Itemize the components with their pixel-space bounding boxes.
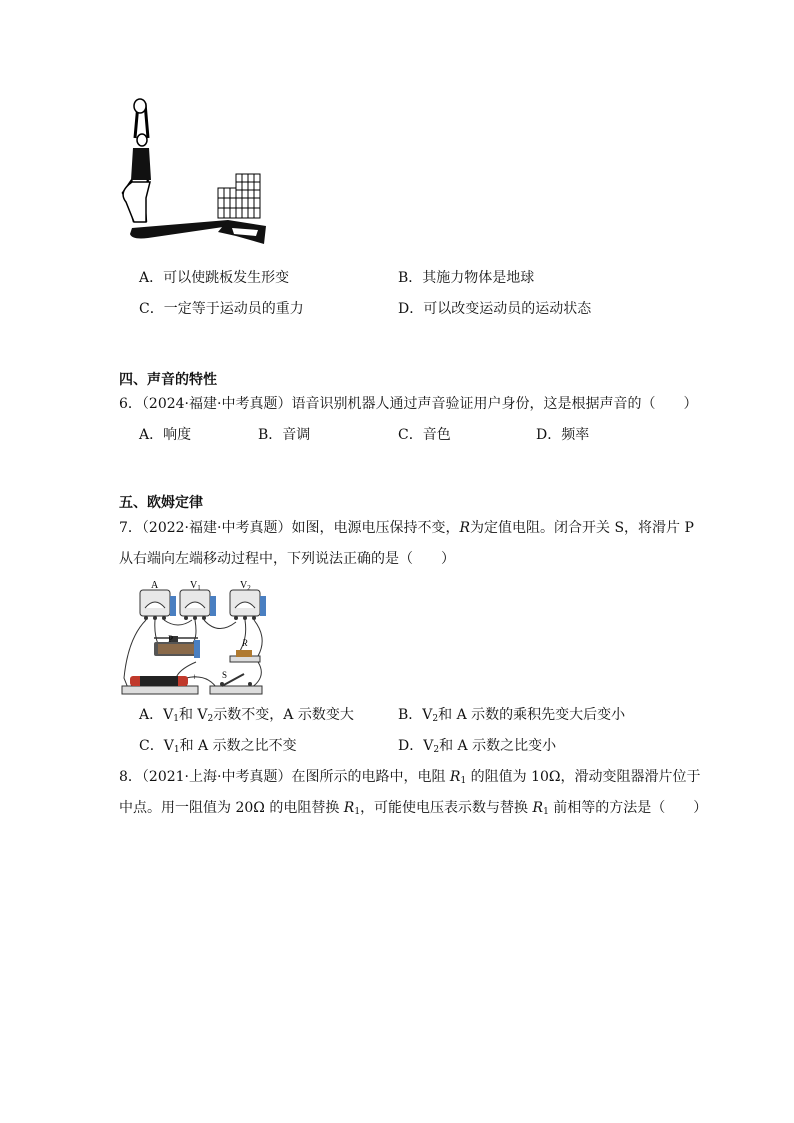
q6-option-d: D．频率 [536,427,590,443]
figure-label-p: P [168,634,174,644]
q7-r-symbol: R [459,520,470,536]
figure-label-v2: $V_2$ [240,580,251,592]
voltmeter-v1 [180,590,216,620]
q8-stem-line1: 8．（2021·上海·中考真题）在图所示的电路中，电阻 $R_1$ 的阻值为 10Ω，滑动变阻器滑片位于 [119,769,701,786]
q7-stem-part1: 如图，电源电压保持不变， [291,520,460,536]
q6-option-c: C．音色 [398,427,451,443]
q6-source: （2024·福建·中考真题） [141,396,292,412]
figure-label-plus: + [192,672,198,682]
q6-number: 6． [119,396,142,412]
figure-label-v1: $V_1$ [190,580,201,592]
q8-source: （2021·上海·中考真题） [141,769,292,785]
q6-stem-text: 语音识别机器人通过声音验证用户身份，这是根据声音的（ ） [291,396,698,412]
switch-s [210,674,262,694]
q7-source: （2022·福建·中考真题） [141,520,292,536]
figure-label-s: S [222,670,228,680]
q7-stem-line2: 从右端向左端移动过程中，下列说法正确的是（ ） [119,551,455,567]
rheostat [154,636,200,658]
section-heading-5: 五、欧姆定律 [119,495,203,511]
q7-option-b: B．$V_2$和 A 示数的乘积先变大后变小 [398,707,626,724]
section-heading-4: 四、声音的特性 [119,372,217,388]
q5-option-d: D．可以改变运动员的运动状态 [398,301,592,317]
voltmeter-v2 [230,590,266,620]
diver-figure [118,98,276,246]
q7-stem-part2: 为定值电阻。闭合开关 S，将滑片 P [470,520,694,536]
q5-option-a: A．可以使跳板发生形变 [139,270,290,286]
figure-label-a: A [151,580,159,591]
q8-stem-line2: 中点。用一阻值为 20Ω 的电阻替换 $R_1$，可能使电压表示数与替换 $R_1$ 前相等的方法是（ ） [119,800,708,817]
q6-stem [119,394,697,414]
q6-option-a: A．响度 [139,427,192,443]
q7-option-a: A．$V_1$和 $V_2$示数不变，A 示数变大 [139,707,354,724]
q5-option-b: B．其施力物体是地球 [398,270,535,286]
q7-option-c: C．$V_1$和 A 示数之比不变 [139,738,297,755]
ammeter-a [140,590,176,620]
q6-option-b: B．音调 [258,427,311,443]
q5-option-c: C．一定等于运动员的重力 [139,301,304,317]
q7-option-d: D．$V_2$和 A 示数之比变小 [398,738,557,755]
q7-number: 7． [119,520,142,536]
resistor-r [230,650,260,662]
figure-label-r: R [242,638,248,648]
q8-number: 8． [119,769,142,785]
battery [122,676,198,694]
circuit-figure [118,578,276,698]
q7-stem-line1 [119,518,694,538]
